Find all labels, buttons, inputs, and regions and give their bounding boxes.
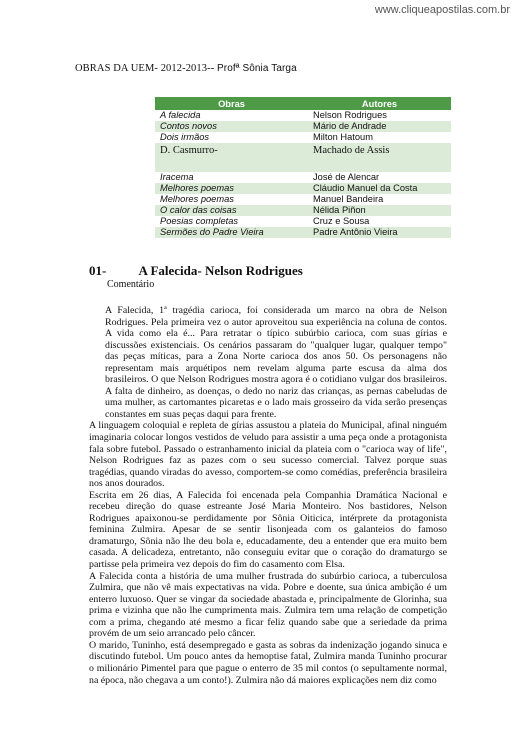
- table-row: [155, 172, 451, 183]
- author-cell: Machado de Assis: [308, 143, 451, 172]
- paragraph: A Falecida, 1ª tragédia carioca, foi considerada um marco na obra de Nelson Rodrigues. Pela primeira vez o autor aproveitou sua experiência na coluna de contos. A vida como ela é... Para retratar o típico subúrbio carioca, com suas gírias e discussões existenciais. Os cenários passaram do "qualquer lugar, qualquer tempo" das peças míticas, para a Zona Norte carioca dos anos 50. Os personagens não representam mais arquétipos nem revelam alguma parte escusa da alma dos brasileiros. O que Nelson Rodrigues mostra agora é o cotidiano vulgar dos brasileiros. A falta de dinheiro, as doenças, o dedo no nariz das crianças, as pernas cabeludas de uma mulher, as cartomantes picaretas e o lado mais grosseiro da vida serão presenças constantes em suas peças daqui para frente.: [105, 305, 447, 420]
- table-row: [155, 132, 451, 143]
- work-cell: Dois irmãos: [160, 132, 210, 142]
- table-row: [155, 216, 451, 227]
- work-cell: Poesias completas: [160, 216, 239, 226]
- work-cell: Melhores poemas: [155, 183, 308, 194]
- section-title: A Falecida- Nelson Rodrigues: [138, 263, 303, 278]
- paragraph: A Falecida conta a história de uma mulher frustrada do subúrbio carioca, a tuberculosa Zulmira, que não vê mais expectativas na vida. Pobre e doente, sua única ambição é um enterro luxuoso. Quer se vingar da sociedade abastada e, principalmente de Glorinha, sua prima e vizinha que não lhe cumprimenta mais. Zulmira tem uma relação de competição com a prima, chegando até mesmo a ficar feliz quando sabe que a seriedade da prima provém de um seio arrancado pelo câncer.: [89, 570, 447, 640]
- author-cell: José de Alencar: [313, 172, 380, 182]
- section-number: 01-: [89, 263, 107, 278]
- work-cell: A falecida: [160, 110, 201, 120]
- section-heading: [89, 263, 303, 279]
- document-title: [75, 63, 297, 74]
- table-row: [155, 205, 451, 216]
- document-author: Profª Sônia Targa: [217, 63, 297, 74]
- table-row: [155, 183, 451, 194]
- paragraph: Escrita em 26 dias, A Falecida foi encenada pela Companhia Dramática Nacional e recebeu direção do quase estreante José Maria Monteiro. Nos bastidores, Nelson Rodrigues apaixonou-se perdidamente por Sônia Oiticica, intérprete da protagonista feminina Zulmira. Apesar de se sentir lisonjeada com os galanteios do famoso dramaturgo, Sônia não lhe deu bola e, educadamente, deu a entender que era muito bem casada. A delicadeza, entretanto, não conseguiu evitar que o coração do dramaturgo se partisse pela primeira vez depois do fim do casamento com Elsa.: [89, 489, 447, 571]
- work-cell: O calor das coisas: [155, 205, 308, 216]
- site-url[interactable]: www.cliqueapostilas.com.br: [374, 4, 510, 16]
- paragraph: A linguagem coloquial e repleta de gírias assustou a plateia do Municipal, afinal ninguém imaginaria colocar longos vestidos de veludo para assistir a uma peça onde a protagonista fala sobre futebol. Passado o estranhamento inicial da plateia com o "carioca way of life", Nelson Rodrigues faz as pazes com o seu sucesso comercial. Talvez porque suas tragédias, quando viradas do avesso, comportem-se como comédias, preferência brasileira nos anos dourados.: [89, 420, 447, 490]
- work-cell: D. Casmurro-: [155, 143, 308, 172]
- author-cell: Cláudio Manuel da Costa: [308, 183, 451, 194]
- article-body: [89, 305, 447, 686]
- paragraph: O marido, Tuninho, está desempregado e gasta as sobras da indenização jogando sinuca e discutindo futebol. Um pouco antes da hemoptise fatal, Zulmira manda Tuninho procurar o milionário Pimentel para que pague o enterro de 35 mil contos (o sepultamente normal, na época, não chegava a um conto!). Zulmira não dá maiores explicações nem diz como: [89, 639, 447, 686]
- table-row: [155, 143, 451, 172]
- table-header-row: [155, 97, 451, 110]
- work-cell: Iracema: [160, 172, 194, 182]
- header-autores: Autores: [308, 97, 451, 110]
- work-cell: Contos novos: [155, 121, 308, 132]
- author-cell: Mário de Andrade: [308, 121, 451, 132]
- work-cell: Sermões do Padre Vieira: [155, 227, 308, 238]
- header-obras: Obras: [155, 97, 308, 110]
- table-row: [155, 110, 451, 121]
- table-row: [155, 194, 451, 205]
- author-cell: Padre Antônio Vieira: [308, 227, 451, 238]
- section-subheading: Comentário: [107, 279, 155, 290]
- author-cell: Milton Hatoum: [313, 132, 373, 142]
- author-cell: Manuel Bandeira: [313, 194, 384, 204]
- works-table: [155, 97, 451, 238]
- table-row: [155, 227, 451, 238]
- document-title-text: OBRAS DA UEM- 2012-2013--: [75, 63, 215, 74]
- author-cell: Cruz e Sousa: [313, 216, 370, 226]
- work-cell: Melhores poemas: [160, 194, 234, 204]
- author-cell: Nélida Piñon: [308, 205, 451, 216]
- author-cell: Nelson Rodrigues: [313, 110, 387, 120]
- table-row: [155, 121, 451, 132]
